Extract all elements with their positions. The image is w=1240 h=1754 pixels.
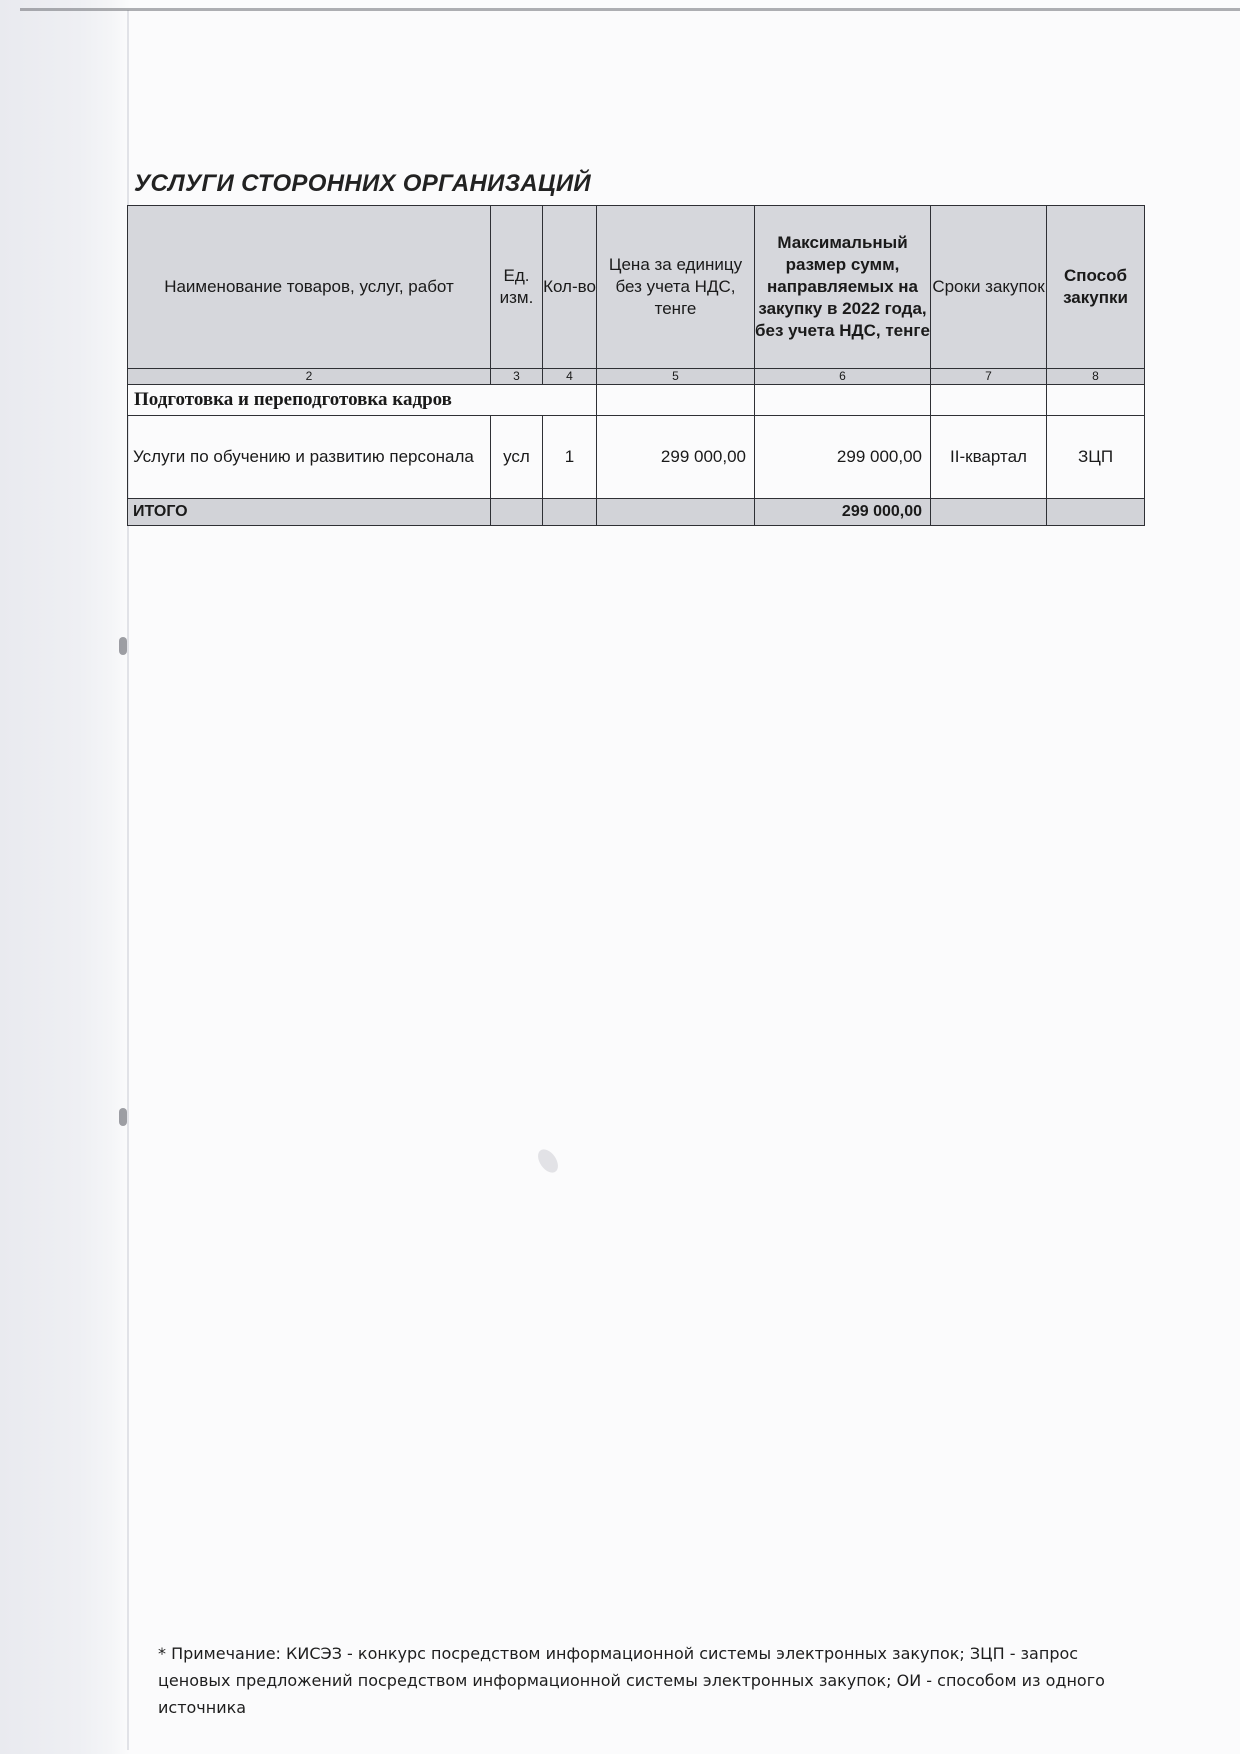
- group-row: [128, 385, 1145, 416]
- header-unit: Ед. изм.: [491, 206, 543, 369]
- total-amount: 299 000,00: [755, 499, 931, 526]
- group-cell: [1047, 385, 1145, 416]
- scan-edge-shadow: [0, 0, 130, 1754]
- header-qty: Кол-во: [543, 206, 597, 369]
- total-cell: [597, 499, 755, 526]
- total-cell: [1047, 499, 1145, 526]
- procurement-table: [127, 205, 1145, 526]
- scan-top-edge: [20, 8, 1240, 11]
- column-number: 8: [1047, 369, 1145, 385]
- header-unit-price: Цена за единицу без учета НДС, тенге: [597, 206, 755, 369]
- column-number: 2: [128, 369, 491, 385]
- total-cell: [931, 499, 1047, 526]
- total-cell: [543, 499, 597, 526]
- item-max-amount: 299 000,00: [755, 416, 931, 499]
- footnote: * Примечание: КИСЭЗ - конкурс посредством информационной системы электронных закупок; ЗЦП - запрос ценовых предложений посредством информационной системы электронных закупок; ОИ - способом из одного источника: [158, 1644, 1105, 1717]
- item-qty: 1: [543, 416, 597, 499]
- punch-hole-mark: [119, 1108, 127, 1126]
- total-label: ИТОГО: [128, 499, 491, 526]
- table-row: [128, 416, 1145, 499]
- header-max-amount: Максимальный размер сумм, направляемых на закупку в 2022 года, без учета НДС, тенге: [755, 206, 931, 369]
- section-title: УСЛУГИ СТОРОННИХ ОРГАНИЗАЦИЙ: [134, 170, 591, 197]
- group-cell: [597, 385, 755, 416]
- header-name: Наименование товаров, услуг, работ: [128, 206, 491, 369]
- item-period: II-квартал: [931, 416, 1047, 499]
- column-number-row: [128, 369, 1145, 385]
- item-method: ЗЦП: [1047, 416, 1145, 499]
- item-unit: усл: [491, 416, 543, 499]
- group-label: Подготовка и переподготовка кадров: [128, 385, 597, 416]
- column-number: 7: [931, 369, 1047, 385]
- column-number: 3: [491, 369, 543, 385]
- header-method: Способ закупки: [1047, 206, 1145, 369]
- header-period: Сроки закупок: [931, 206, 1047, 369]
- column-number: 4: [543, 369, 597, 385]
- column-number: 6: [755, 369, 931, 385]
- scan-smudge: [534, 1146, 562, 1176]
- item-name: Услуги по обучению и развитию персонала: [128, 416, 491, 499]
- total-cell: [491, 499, 543, 526]
- group-cell: [931, 385, 1047, 416]
- punch-hole-mark: [119, 637, 127, 655]
- item-unit-price: 299 000,00: [597, 416, 755, 499]
- total-row: [128, 499, 1145, 526]
- header-row: [128, 206, 1145, 369]
- column-number: 5: [597, 369, 755, 385]
- group-cell: [755, 385, 931, 416]
